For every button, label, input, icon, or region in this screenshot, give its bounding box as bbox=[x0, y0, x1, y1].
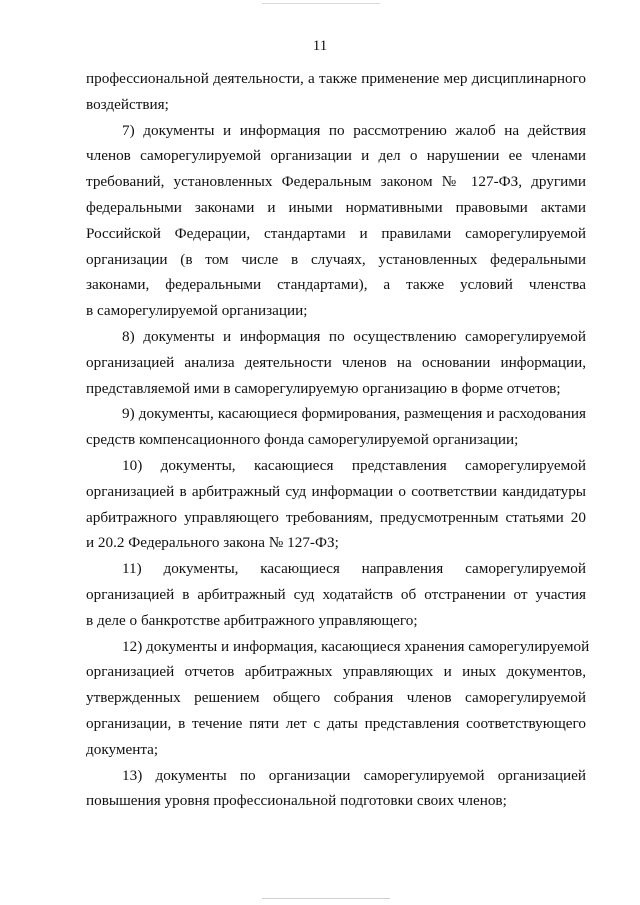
scan-edge-mark-top bbox=[262, 3, 380, 4]
text-line: членов саморегулируемой организации и дел о нарушении ее членами bbox=[86, 147, 586, 165]
text-line: организации (в том числе в случаях, установленных федеральными bbox=[86, 250, 586, 268]
text-line: воздействия; bbox=[86, 95, 169, 113]
paragraph bbox=[86, 556, 586, 633]
text-line: и 20.2 Федерального закона № 127-ФЗ; bbox=[86, 534, 339, 552]
text-line: утвержденных решением общего собрания членов саморегулируемой bbox=[86, 689, 586, 707]
text-line: профессиональной деятельности, а также применение мер дисциплинарного bbox=[86, 70, 586, 87]
page-number: 11 bbox=[312, 38, 328, 54]
paragraph bbox=[86, 763, 586, 815]
text-line: организацией в арбитражный суд информации о соответствии кандидатуры bbox=[86, 482, 586, 500]
text-line: средств компенсационного фонда саморегулируемой организации; bbox=[86, 431, 519, 449]
text-line: 7) документы и информация по рассмотрению жалоб на действия bbox=[122, 121, 586, 139]
paragraph bbox=[86, 66, 586, 118]
text-line: организации, в течение пяти лет с даты представления соответствующего bbox=[86, 714, 586, 732]
paragraph bbox=[86, 118, 586, 324]
text-line: 12) документы и информация, касающиеся хранения саморегулируемой bbox=[122, 637, 590, 655]
text-line: повышения уровня профессиональной подготовки своих членов; bbox=[86, 792, 507, 810]
paragraph bbox=[86, 634, 590, 763]
text-line: Российской Федерации, стандартами и правилами саморегулируемой bbox=[86, 224, 586, 242]
text-line: организацией анализа деятельности членов на основании информации, bbox=[86, 353, 586, 371]
text-line: в саморегулируемой организации; bbox=[86, 302, 308, 320]
text-line: 8) документы и информация по осуществлению саморегулируемой bbox=[122, 327, 586, 345]
paragraph bbox=[86, 453, 586, 556]
document-body bbox=[86, 66, 590, 814]
text-line: федеральными законами и иными нормативными правовыми актами bbox=[86, 198, 586, 216]
text-line: 13) документы по организации саморегулируемой организацией bbox=[122, 766, 586, 784]
text-line: 10) документы, касающиеся представления саморегулируемой bbox=[122, 456, 586, 474]
text-line: арбитражного управляющего требованиям, предусмотренным статьями 20 bbox=[86, 508, 586, 526]
text-line: 11) документы, касающиеся направления саморегулируемой bbox=[122, 560, 586, 578]
text-line: требований, установленных Федеральным законом № 127-ФЗ, другими bbox=[86, 173, 586, 191]
scan-edge-mark-bottom bbox=[262, 898, 390, 899]
text-line: организацией отчетов арбитражных управляющих и иных документов, bbox=[86, 663, 586, 681]
text-line: организацией в арбитражный суд ходатайств об отстранении от участия bbox=[86, 585, 586, 603]
text-line: законами, федеральными стандартами), а также условий членства bbox=[86, 276, 586, 294]
text-line: 9) документы, касающиеся формирования, размещения и расходования bbox=[122, 405, 586, 423]
text-line: документа; bbox=[86, 740, 159, 758]
paragraph bbox=[86, 401, 586, 453]
text-line: в деле о банкротстве арбитражного управляющего; bbox=[86, 611, 418, 629]
paragraph bbox=[86, 324, 586, 401]
text-line: представляемой ими в саморегулируемую организацию в форме отчетов; bbox=[86, 379, 561, 397]
